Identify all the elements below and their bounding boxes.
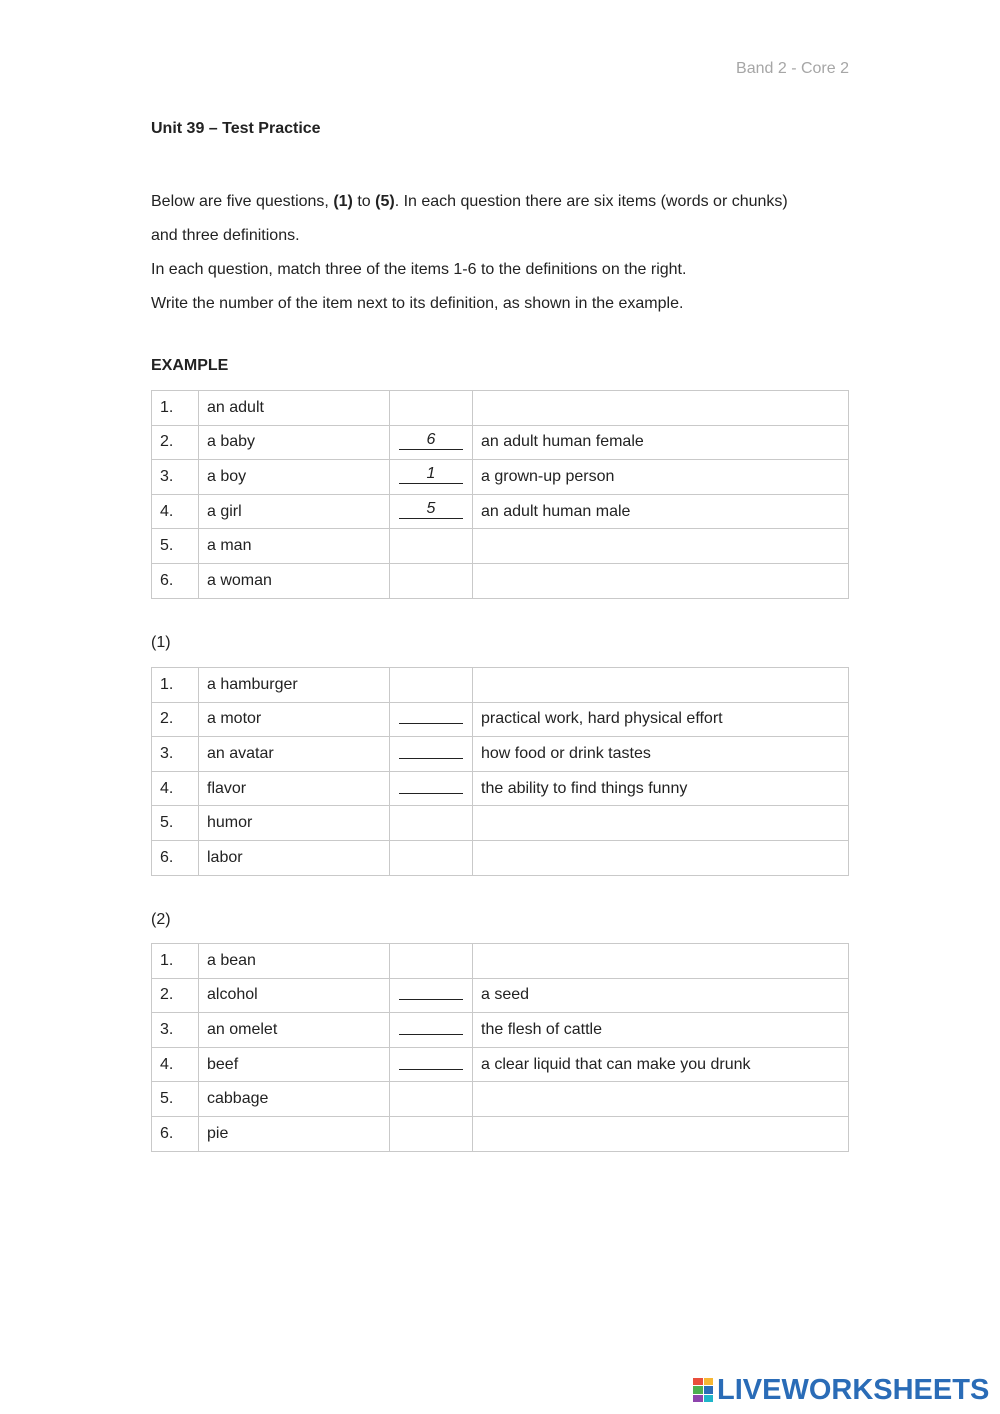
definition-text (473, 1116, 849, 1151)
answer-cell (390, 425, 473, 460)
item-text: humor (199, 806, 390, 841)
item-number: 5. (152, 806, 199, 841)
answer-cell (390, 771, 473, 806)
table-row (152, 840, 849, 875)
answer-cell (390, 668, 473, 703)
answer-cell (390, 840, 473, 875)
item-number: 2. (152, 425, 199, 460)
answer-cell (390, 529, 473, 564)
definition-text (473, 529, 849, 564)
definition-text (473, 806, 849, 841)
table-row (152, 1116, 849, 1151)
item-text: a woman (199, 563, 390, 598)
answer-blank-input[interactable] (399, 740, 463, 759)
item-number: 6. (152, 1116, 199, 1151)
answer-cell (390, 494, 473, 529)
table-row (152, 563, 849, 598)
item-text: alcohol (199, 978, 390, 1013)
liveworksheets-logo-icon (693, 1378, 713, 1402)
item-number: 2. (152, 702, 199, 737)
question-1-table (151, 667, 849, 876)
item-number: 4. (152, 494, 199, 529)
header-band: Band 2 - Core 2 (736, 60, 849, 77)
example-table (151, 390, 849, 599)
item-number: 2. (152, 978, 199, 1013)
item-text: a hamburger (199, 668, 390, 703)
answer-blank-input[interactable] (399, 1016, 463, 1035)
item-number: 3. (152, 1013, 199, 1048)
definition-text: a grown-up person (473, 460, 849, 495)
answer-blank-input[interactable] (399, 981, 463, 1000)
instructions (151, 185, 851, 321)
definition-text: the ability to find things funny (473, 771, 849, 806)
item-text: a motor (199, 702, 390, 737)
answer-cell (390, 391, 473, 426)
answer-cell (390, 1116, 473, 1151)
answer-blank-input[interactable] (399, 705, 463, 724)
logo-text: LIVEWORKSHEETS (717, 1373, 990, 1406)
item-number: 1. (152, 944, 199, 979)
answer-cell (390, 944, 473, 979)
definition-text: a seed (473, 978, 849, 1013)
instruction-line-4: Write the number of the item next to its definition, as shown in the example. (151, 295, 684, 312)
definition-text: an adult human female (473, 425, 849, 460)
item-number: 5. (152, 529, 199, 564)
question-2-label: (2) (151, 911, 171, 928)
item-text: labor (199, 840, 390, 875)
table-row (152, 806, 849, 841)
item-text: an avatar (199, 737, 390, 772)
definition-text (473, 1082, 849, 1117)
table-row (152, 978, 849, 1013)
definition-text: the flesh of cattle (473, 1013, 849, 1048)
answer-cell (390, 563, 473, 598)
item-number: 4. (152, 771, 199, 806)
table-row (152, 460, 849, 495)
answer-cell (390, 1047, 473, 1082)
item-number: 6. (152, 840, 199, 875)
example-answer: 5 (399, 500, 463, 519)
definition-text: a clear liquid that can make you drunk (473, 1047, 849, 1082)
definition-text: an adult human male (473, 494, 849, 529)
item-text: a baby (199, 425, 390, 460)
definition-text (473, 668, 849, 703)
item-number: 1. (152, 668, 199, 703)
answer-cell (390, 702, 473, 737)
definition-text (473, 391, 849, 426)
table-row (152, 425, 849, 460)
item-text: a girl (199, 494, 390, 529)
definition-text (473, 840, 849, 875)
item-text: an omelet (199, 1013, 390, 1048)
item-text: pie (199, 1116, 390, 1151)
question-1-label: (1) (151, 634, 171, 651)
item-text: a boy (199, 460, 390, 495)
answer-cell (390, 1013, 473, 1048)
item-number: 1. (152, 391, 199, 426)
item-number: 4. (152, 1047, 199, 1082)
example-answer: 6 (399, 431, 463, 450)
table-row (152, 1082, 849, 1117)
table-row (152, 1047, 849, 1082)
table-row (152, 494, 849, 529)
answer-cell (390, 1082, 473, 1117)
answer-cell (390, 978, 473, 1013)
instruction-line-2: and three definitions. (151, 227, 300, 244)
item-text: beef (199, 1047, 390, 1082)
instruction-line-3: In each question, match three of the items 1-6 to the definitions on the right. (151, 261, 687, 278)
instruction-line-1: Below are five questions, (1) to (5). In each question there are six items (words or chunks) (151, 193, 788, 210)
example-answer: 1 (399, 465, 463, 484)
example-label: EXAMPLE (151, 357, 229, 374)
liveworksheets-logo (693, 1374, 989, 1406)
table-row (152, 737, 849, 772)
answer-blank-input[interactable] (399, 1051, 463, 1070)
table-row (152, 771, 849, 806)
item-number: 3. (152, 460, 199, 495)
page-title: Unit 39 – Test Practice (151, 120, 321, 137)
item-text: an adult (199, 391, 390, 426)
item-text: cabbage (199, 1082, 390, 1117)
answer-cell (390, 460, 473, 495)
item-text: a bean (199, 944, 390, 979)
item-number: 6. (152, 563, 199, 598)
table-row (152, 944, 849, 979)
table-row (152, 702, 849, 737)
answer-cell (390, 806, 473, 841)
table-row (152, 529, 849, 564)
definition-text: practical work, hard physical effort (473, 702, 849, 737)
table-row (152, 1013, 849, 1048)
table-row (152, 668, 849, 703)
item-text: flavor (199, 771, 390, 806)
definition-text (473, 563, 849, 598)
answer-blank-input[interactable] (399, 775, 463, 794)
table-row (152, 391, 849, 426)
item-number: 5. (152, 1082, 199, 1117)
answer-cell (390, 737, 473, 772)
question-2-table (151, 943, 849, 1152)
item-number: 3. (152, 737, 199, 772)
item-text: a man (199, 529, 390, 564)
definition-text: how food or drink tastes (473, 737, 849, 772)
definition-text (473, 944, 849, 979)
